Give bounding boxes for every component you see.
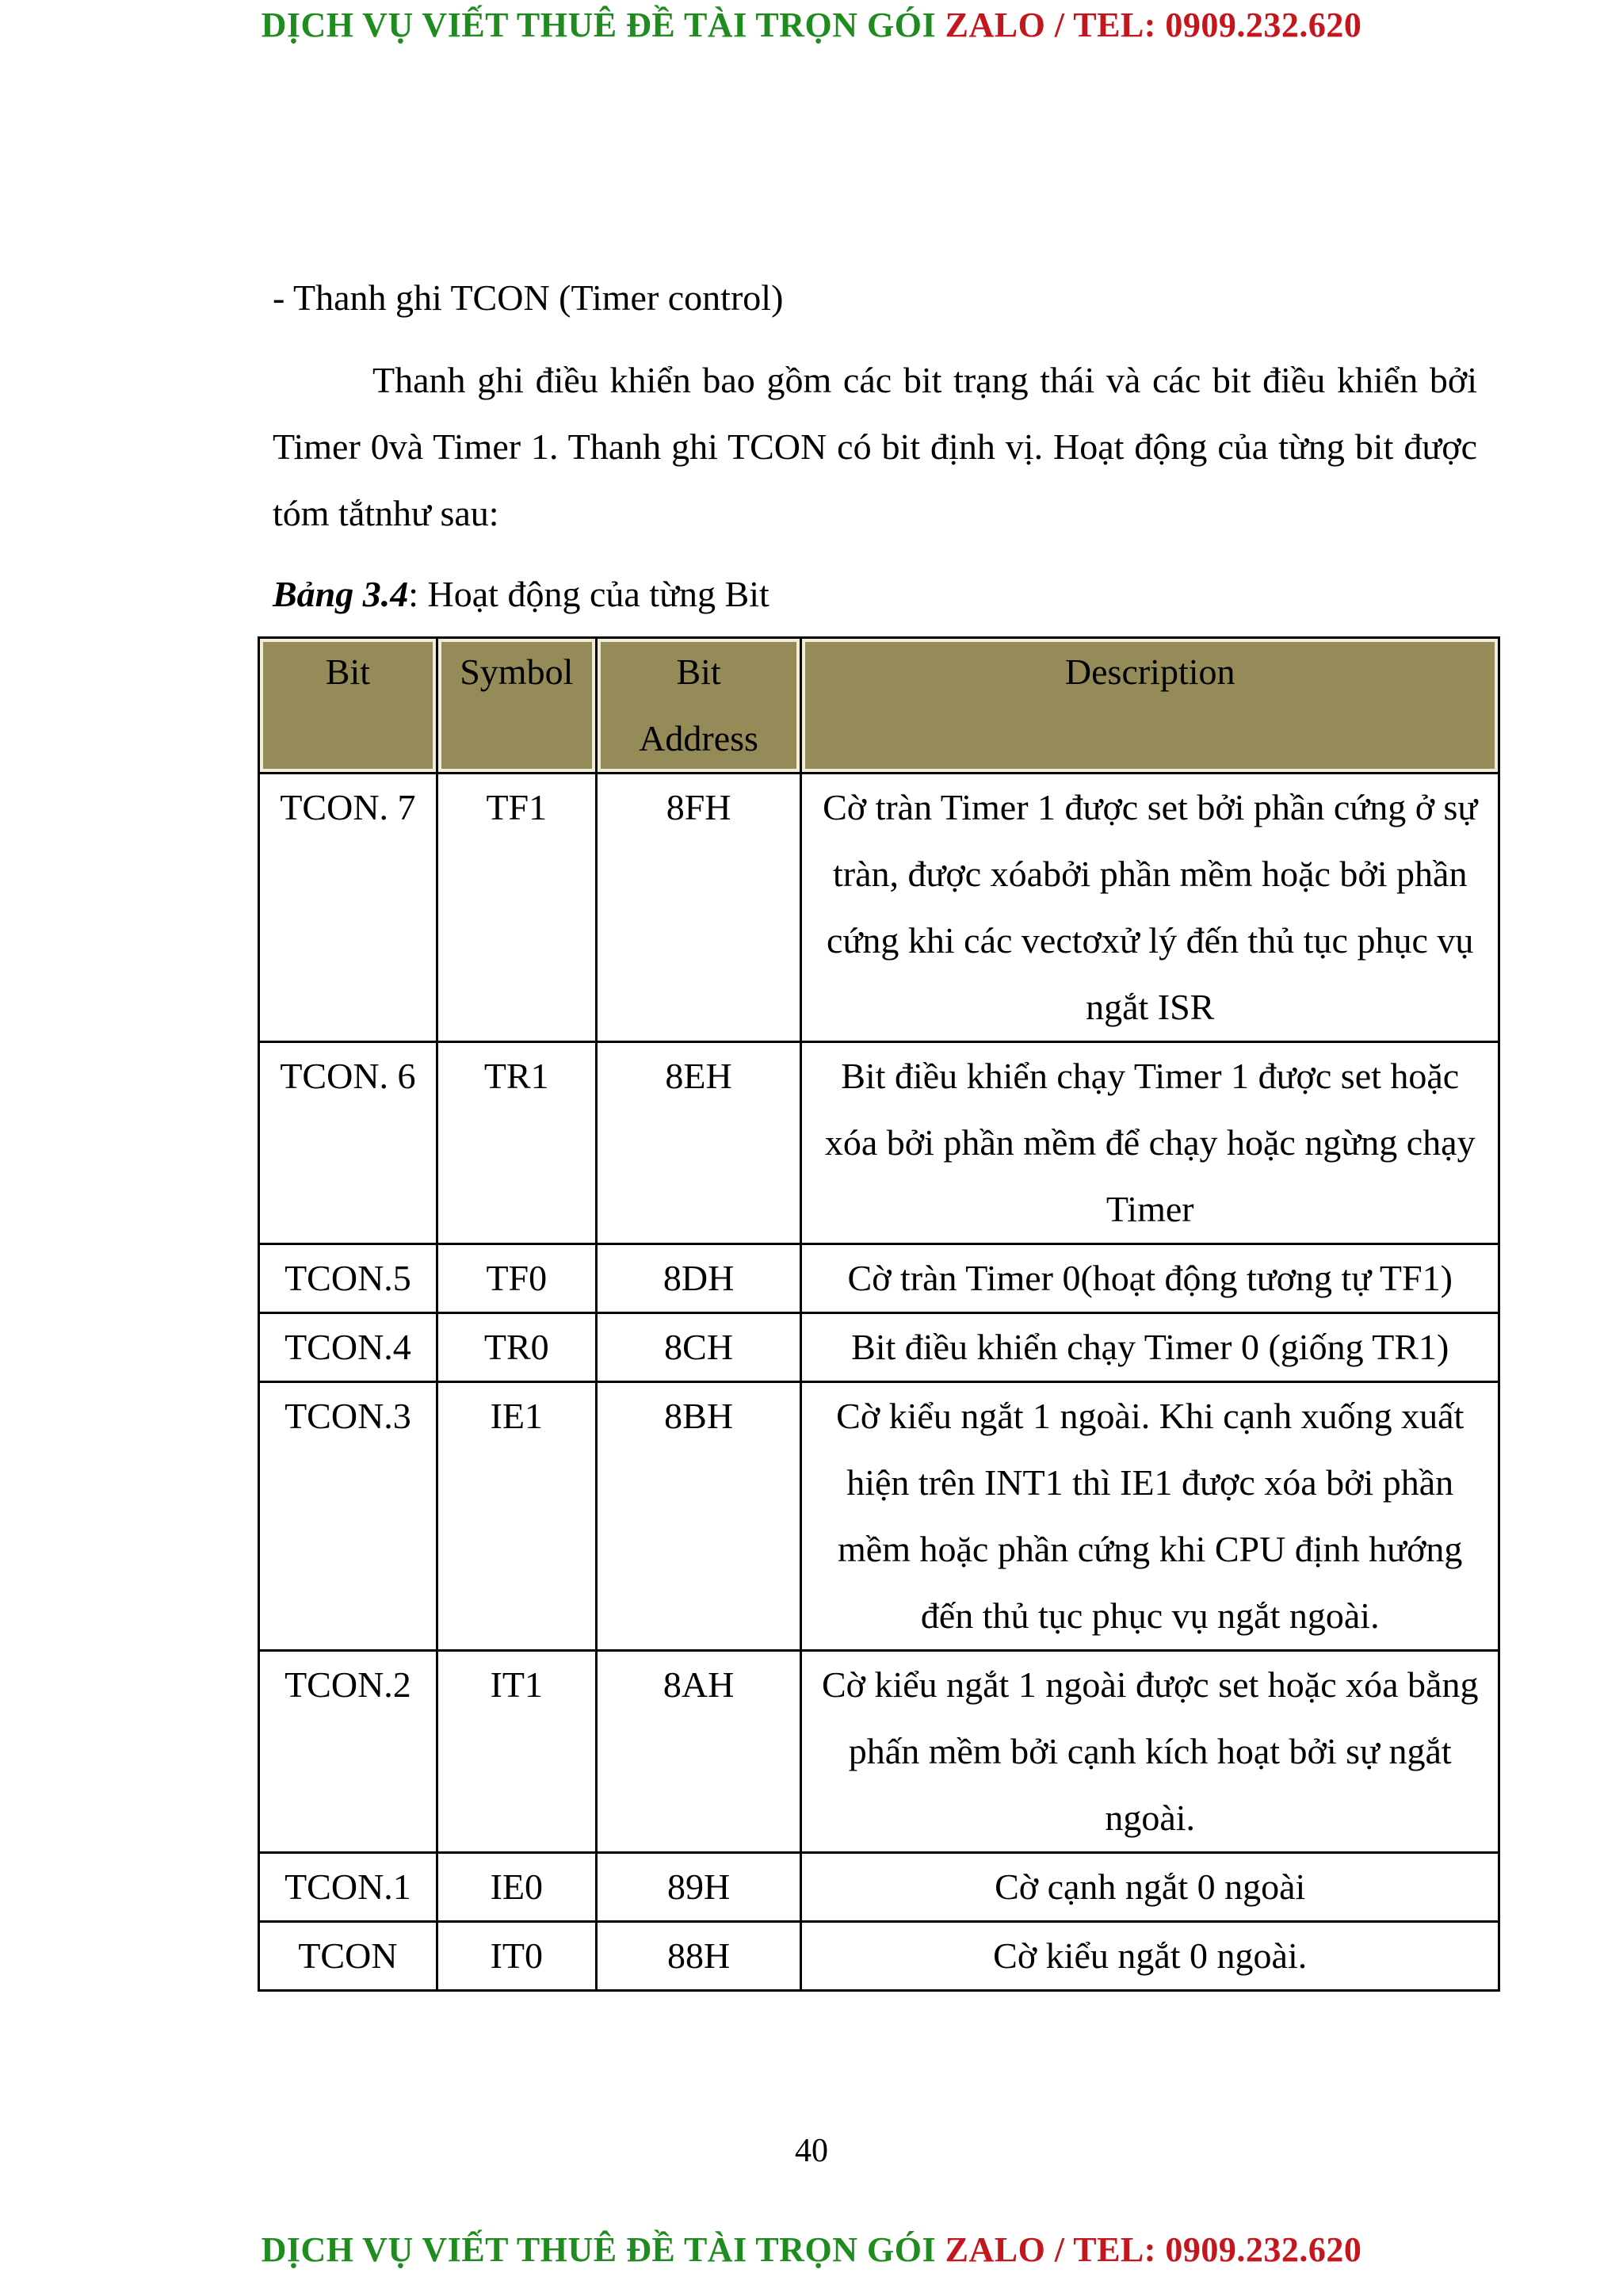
banner-service-text: DỊCH VỤ VIẾT THUÊ ĐỀ TÀI TRỌN GÓI	[261, 2230, 937, 2269]
table-caption-label: Bảng 3.4	[273, 574, 409, 614]
cell-description: Bit điều khiển chạy Timer 0 (giống TR1)	[801, 1313, 1499, 1382]
cell-address: 8EH	[596, 1042, 801, 1244]
header-symbol: Symbol	[437, 638, 596, 774]
cell-address: 89H	[596, 1853, 801, 1922]
cell-address: 8DH	[596, 1244, 801, 1313]
cell-symbol: TR1	[437, 1042, 596, 1244]
table-caption-text: : Hoạt động của từng Bit	[408, 574, 769, 614]
cell-symbol: IT0	[437, 1922, 596, 1991]
cell-symbol: TR0	[437, 1313, 596, 1382]
banner-service-text: DỊCH VỤ VIẾT THUÊ ĐỀ TÀI TRỌN GÓI	[261, 6, 937, 44]
header-bit: Bit	[259, 638, 437, 774]
cell-description: Cờ kiểu ngắt 1 ngoài. Khi cạnh xuống xuất hiện trên INT1 thì IE1 được xóa bởi phần mềm hoặc phần cứng khi CPU định hướng đến thủ tục phục vụ ngắt ngoài.	[801, 1382, 1499, 1651]
cell-description: Cờ tràn Timer 0(hoạt động tương tự TF1)	[801, 1244, 1499, 1313]
cell-description: Cờ cạnh ngắt 0 ngoài	[801, 1853, 1499, 1922]
cell-bit: TCON.3	[259, 1382, 437, 1651]
table-row	[259, 1853, 1499, 1922]
banner-contact-text: ZALO / TEL: 0909.232.620	[945, 2230, 1362, 2269]
cell-address: 88H	[596, 1922, 801, 1991]
table-row	[259, 1382, 1499, 1651]
cell-description: Cờ tràn Timer 1 được set bởi phần cứng ở sự tràn, được xóabởi phần mềm hoặc bởi phần cứng khi các vectơxử lý đến thủ tục phục vụ ngắt ISR	[801, 774, 1499, 1042]
header-description: Description	[801, 638, 1499, 774]
table-row	[259, 1651, 1499, 1853]
header-banner	[0, 5, 1623, 45]
cell-address: 8AH	[596, 1651, 801, 1853]
table-header-row	[259, 638, 1499, 774]
cell-description: Cờ kiểu ngắt 0 ngoài.	[801, 1922, 1499, 1991]
cell-bit: TCON.2	[259, 1651, 437, 1853]
cell-bit: TCON.1	[259, 1853, 437, 1922]
cell-bit: TCON.4	[259, 1313, 437, 1382]
cell-symbol: TF1	[437, 774, 596, 1042]
header-bit-address	[596, 638, 801, 774]
cell-bit: TCON. 7	[259, 774, 437, 1042]
cell-description: Bit điều khiển chạy Timer 1 được set hoặc xóa bởi phần mềm để chạy hoặc ngừng chạy Timer	[801, 1042, 1499, 1244]
header-address-line2: Address	[639, 718, 758, 758]
table-row	[259, 1922, 1499, 1991]
cell-address: 8BH	[596, 1382, 801, 1651]
cell-address: 8FH	[596, 774, 801, 1042]
tcon-bits-table	[258, 636, 1500, 1992]
cell-symbol: IE1	[437, 1382, 596, 1651]
body-paragraph: Thanh ghi điều khiển bao gồm các bit trạng thái và các bit điều khiển bởi Timer 0và Timer 1. Thanh ghi TCON có bit định vị. Hoạt động của từng bit được tóm tắtnhư sau:	[273, 360, 1477, 533]
cell-symbol: TF0	[437, 1244, 596, 1313]
header-address-line1: Bit	[676, 651, 721, 692]
cell-symbol: IT1	[437, 1651, 596, 1853]
cell-bit: TCON	[259, 1922, 437, 1991]
page-number: 40	[795, 2133, 828, 2169]
cell-description: Cờ kiểu ngắt 1 ngoài được set hoặc xóa bằng phấn mềm bởi cạnh kích hoạt bởi sự ngắt ngoài.	[801, 1651, 1499, 1853]
section-heading: - Thanh ghi TCON (Timer control)	[273, 277, 784, 318]
banner-contact-text: ZALO / TEL: 0909.232.620	[945, 6, 1362, 44]
table-row	[259, 1042, 1499, 1244]
footer-banner	[0, 2229, 1623, 2270]
table-row	[259, 774, 1499, 1042]
cell-bit: TCON.5	[259, 1244, 437, 1313]
cell-bit: TCON. 6	[259, 1042, 437, 1244]
table-row	[259, 1313, 1499, 1382]
table-row	[259, 1244, 1499, 1313]
cell-address: 8CH	[596, 1313, 801, 1382]
table-caption	[273, 561, 1477, 628]
cell-symbol: IE0	[437, 1853, 596, 1922]
